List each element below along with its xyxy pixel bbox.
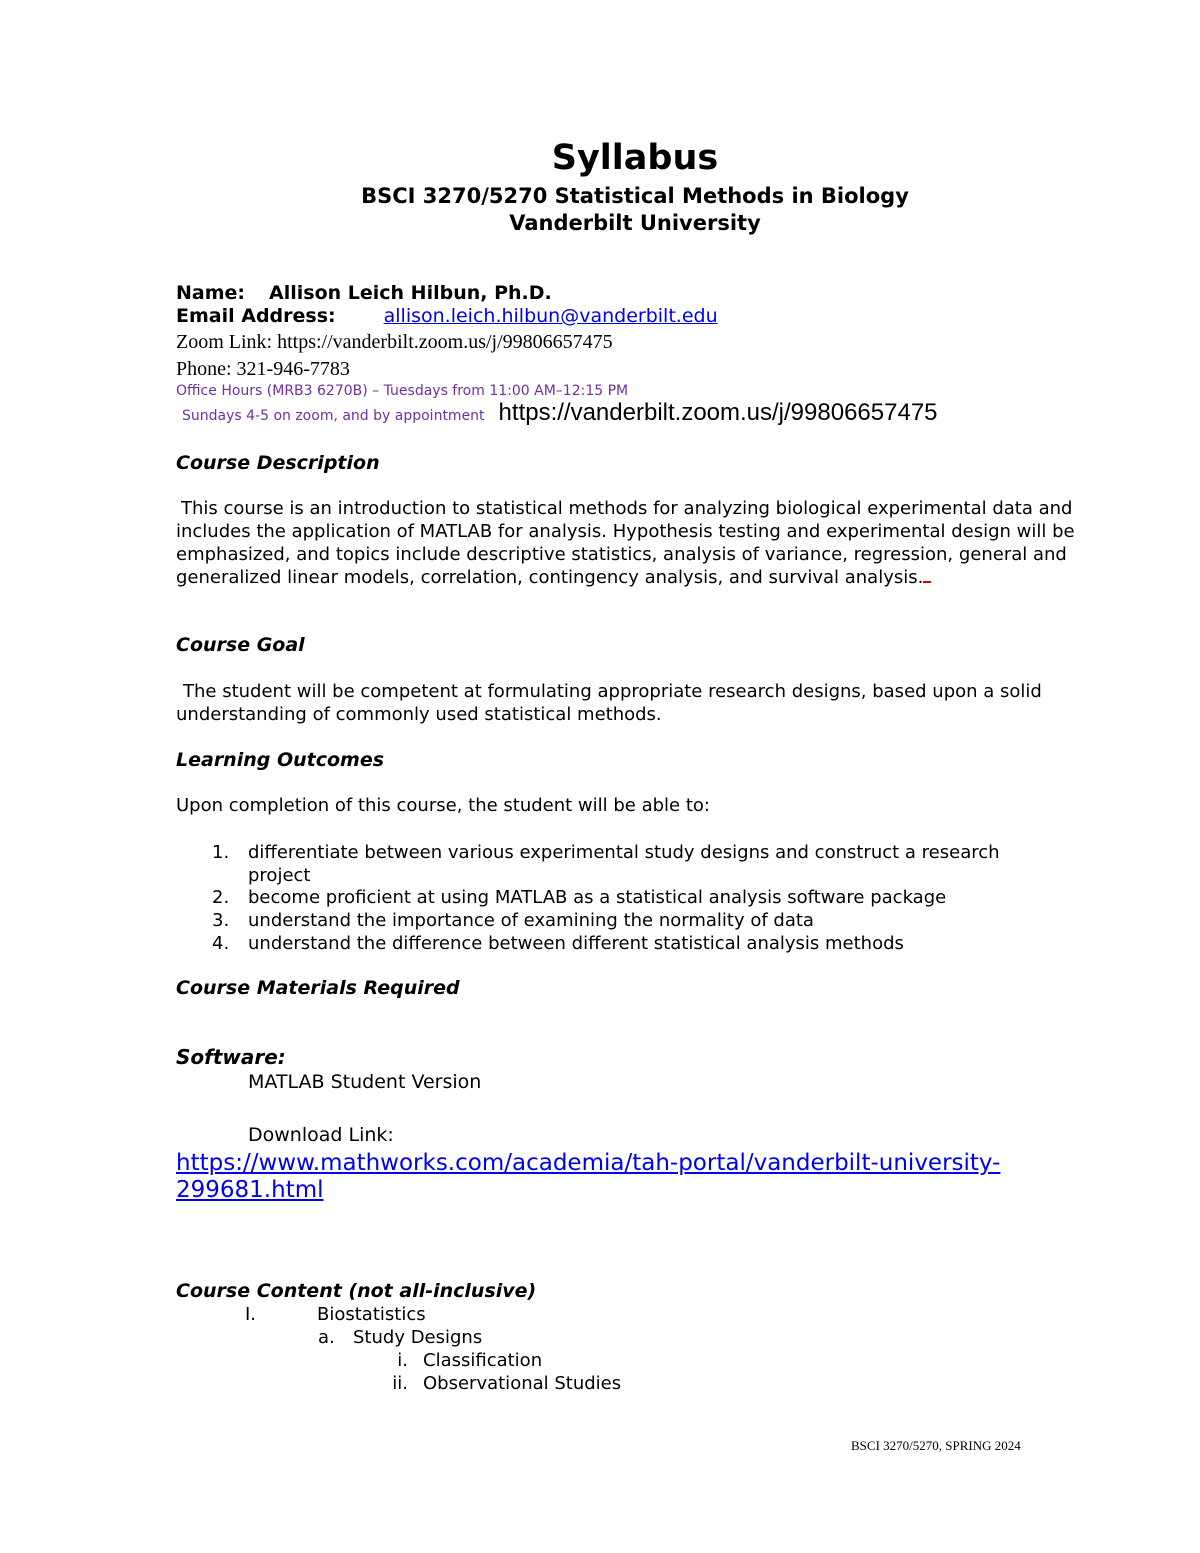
office-hours-row-2 — [182, 399, 938, 427]
software-name: MATLAB Student Version — [248, 1071, 482, 1093]
red-underline-mark — [923, 567, 931, 583]
content-l3-number: i. — [397, 1350, 408, 1371]
instructor-name-row — [176, 282, 552, 304]
content-l1-text: Biostatistics — [317, 1304, 426, 1325]
course-materials-heading: Course Materials Required — [176, 977, 460, 999]
download-link[interactable]: https://www.mathworks.com/academia/tah-portal/vanderbilt-university- — [176, 1150, 1001, 1176]
email-link[interactable]: allison.leich.hilbun@vanderbilt.edu — [383, 305, 718, 327]
office-hours-line: Office Hours (MRB3 6270B) – Tuesdays from 11:00 AM–12:15 PM — [176, 383, 629, 399]
outcome-text: become proficient at using MATLAB as a statistical analysis software package — [248, 887, 947, 908]
name-label: Name: — [176, 282, 246, 304]
course-title: BSCI 3270/5270 Statistical Methods in Biology — [361, 184, 909, 208]
page-title: Syllabus — [551, 138, 719, 178]
content-l1-number: I. — [245, 1304, 257, 1325]
course-content-heading: Course Content (not all-inclusive) — [176, 1280, 537, 1302]
learning-outcomes-intro: Upon completion of this course, the student will be able to: — [176, 795, 710, 816]
outcome-text: understand the importance of examining the normality of data — [248, 910, 814, 931]
course-description-text — [176, 497, 1076, 589]
outcome-number: 3. — [212, 910, 230, 931]
software-label: Software: — [176, 1045, 286, 1069]
download-label: Download Link: — [248, 1124, 394, 1146]
phone-line: Phone: 321-946-7783 — [176, 358, 350, 380]
outcome-number: 1. — [212, 842, 230, 863]
name-value: Allison Leich Hilbun, Ph.D. — [269, 282, 552, 304]
outcome-text: understand the difference between different statistical analysis methods — [248, 933, 904, 954]
outcome-text: differentiate between various experimental study designs and construct a research project — [248, 842, 1000, 886]
email-label: Email Address: — [176, 305, 336, 327]
outcome-number: 2. — [212, 887, 230, 908]
content-l3-number: ii. — [392, 1373, 408, 1394]
office-hours-zoom-link: https://vanderbilt.zoom.us/j/99806657475 — [498, 399, 938, 426]
download-link-line-1 — [176, 1150, 1000, 1176]
download-link-line-2 — [176, 1177, 324, 1203]
course-description-heading: Course Description — [176, 452, 380, 474]
content-l2-text: Study Designs — [353, 1327, 483, 1348]
email-row — [176, 305, 718, 327]
learning-outcomes-heading: Learning Outcomes — [176, 749, 385, 771]
content-l3-text: Classification — [423, 1350, 543, 1371]
content-l3-text: Observational Studies — [423, 1373, 622, 1394]
page-footer: BSCI 3270/5270, SPRING 2024 — [851, 1438, 1021, 1453]
course-goal-heading: Course Goal — [176, 634, 305, 656]
office-hours-sunday: Sundays 4-5 on zoom, and by appointment — [182, 408, 485, 424]
course-goal-text: The student will be competent at formulating appropriate research designs, based upon a solid understanding of commonly used statistical methods. — [176, 681, 1042, 725]
zoom-link-line: Zoom Link: https://vanderbilt.zoom.us/j/99806657475 — [176, 331, 613, 353]
outcome-number: 4. — [212, 933, 230, 954]
download-link-continued[interactable]: 299681.html — [176, 1177, 324, 1203]
university-name: Vanderbilt University — [509, 211, 761, 235]
description-body: This course is an introduction to statistical methods for analyzing biological experimental data and includes the application of MATLAB for analysis. Hypothesis testing and experimental design will be emphasized, and topics include descriptive statistics, analysis of variance, regression, general and generalized linear models, correlation, contingency analysis, and survival analysis. — [176, 498, 1075, 588]
content-l2-number: a. — [318, 1327, 335, 1348]
